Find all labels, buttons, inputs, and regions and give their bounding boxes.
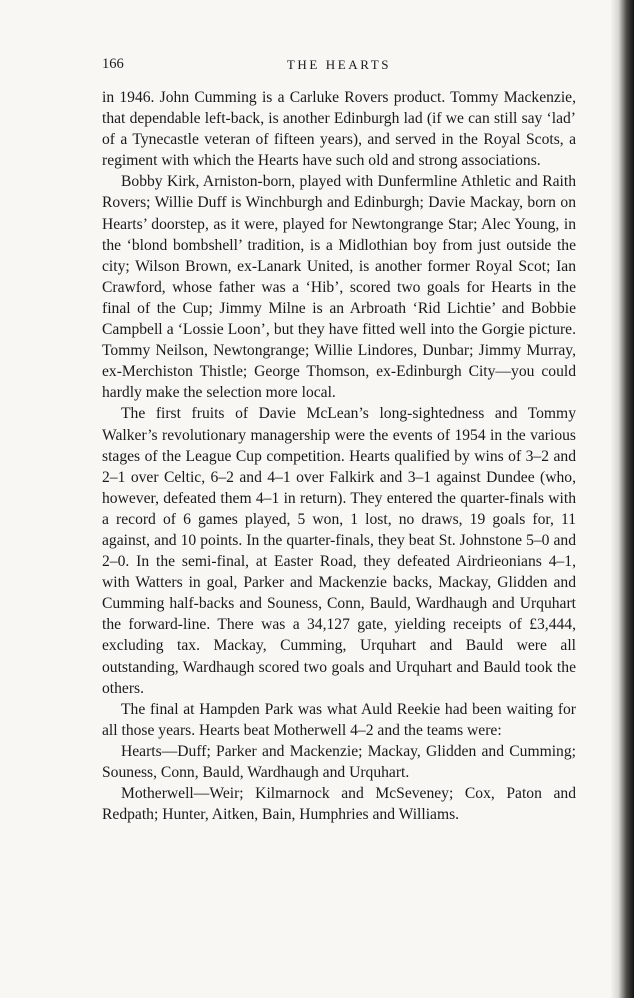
running-title: THE HEARTS xyxy=(286,57,392,72)
body-text xyxy=(102,87,576,825)
team-line-hearts: Hearts—Duff; Parker and Mackenzie; Mackay, Glidden and Cumming; Souness, Conn, Bauld, Wardhaugh and Urquhart. xyxy=(102,742,576,781)
paragraph: Bobby Kirk, Arniston-born, played with Dunfermline Athletic and Raith Rovers; Willie Duff is Winchburgh and Edinburgh; Davie Mackay, born on Hearts’ doorstep, as it were, played for Newtongrange Star; Alec Young, in the ‘blond bombshell’ tradition, is a Midlothian boy from just outside the city; Wilson Brown, ex-Lanark United, is another former Royal Scot; Ian Crawford, whose father was a ‘Hib’, scored two goals for Hearts in the final of the Cup; Jimmy Milne is an Arbroath ‘Rid Lichtie’ and Bobbie Campbell a ‘Lossie Loon’, but they have fitted well into the Gorgie picture. Tommy Neilson, Newtongrange; Willie Lindores, Dunbar; Jimmy Murray, ex-Merchiston Thistle; George Thomson, ex-Edinburgh City—you could hardly make the selection more local. xyxy=(102,173,576,402)
page-number: 166 xyxy=(102,56,124,72)
paragraph: The final at Hampden Park was what Auld Reekie had been waiting for all those years. Hearts beat Motherwell 4–2 and the teams were: xyxy=(102,700,576,739)
running-head xyxy=(102,56,576,78)
paragraph: The first fruits of Davie McLean’s long-sightedness and Tommy Walker’s revolutionary managership were the events of 1954 in the various stages of the League Cup competition. Hearts qualified by wins of 3–2 and 2–1 over Celtic, 6–2 and 4–1 over Falkirk and 3–1 against Dundee (who, however, defeated them 4–1 in return). They entered the quarter-finals with a record of 6 games played, 5 won, 1 lost, no draws, 19 goals for, 11 against, and 10 points. In the quarter-finals, they beat St. Johnstone 5–0 and 2–0. In the semi-final, at Easter Road, they defeated Airdrieonians 4–1, with Watters in goal, Parker and Mackenzie backs, Mackay, Glidden and Cumming half-backs and Souness, Conn, Bauld, Wardhaugh and Urquhart the forward-line. There was a 34,127 gate, yielding receipts of £3,444, excluding tax. Mackay, Cumming, Urquhart and Bauld were all outstanding, Wardhaugh scored two goals and Urquhart and Bauld took the others. xyxy=(102,405,576,697)
team-line-motherwell: Motherwell—Weir; Kilmarnock and McSeveney; Cox, Paton and Redpath; Hunter, Aitken, Bain, Humphries and Williams. xyxy=(102,785,576,824)
paragraph-continued: in 1946. John Cumming is a Carluke Rovers product. Tommy Mackenzie, that dependable left-back, is another Edinburgh lad (if we can still say ‘lad’ of a Tynecastle veteran of fifteen years), and served in the Royal Scots, a regiment with which the Hearts have such old and strong associations. xyxy=(102,89,576,170)
page-spine-shadow xyxy=(610,0,634,998)
